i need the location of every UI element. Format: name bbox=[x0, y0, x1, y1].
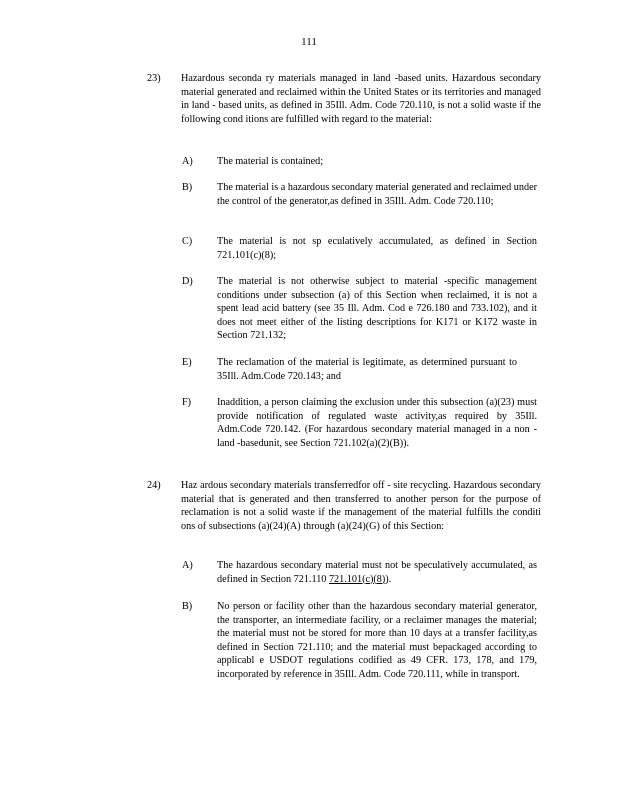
item-text: The material is not otherwise subject to material -specific management conditions under subsection (a) of this Section when reclaimed, it is not a spent lead acid battery (see 35 Ill. Adm. Cod e 726.180 and 733.102), and it does not meet either of the listing descriptions for K171 or K172 waste in Section 721.132; bbox=[217, 276, 537, 342]
item-number: E) bbox=[182, 357, 192, 368]
item-number: C) bbox=[182, 236, 193, 247]
item-text: Inaddition, a person claiming the exclusion under this subsection (a)(23) must provide notification of regulated waste activity,as required by 35Ill. Adm.Code 720.142. (For hazardous secondary material managed in a non - land -basedunit, see Section 721.102(a)(2)(B)). bbox=[217, 397, 537, 449]
item-number: F) bbox=[182, 397, 192, 408]
item-text: Haz ardous secondary materials transferredfor off - site recycling. Hazardous secondary material that is generated and then transferred to another person for the purpose of reclamation is not a solid waste if the management of the material fulfills the conditi ons of subsections (a)(24)(A) through (a)(24)(G) of this Section: bbox=[181, 480, 541, 532]
item-text-tail: ). bbox=[385, 573, 392, 585]
item-text: Hazardous seconda ry materials managed in land -based units. Hazardous secondary material generated and reclaimed within the United States or its territories and managed in land - based units, as defined in 35Ill. Adm. Code 720.110, is not a solid waste if the following cond itions are fulfilled with regard to the material: bbox=[181, 73, 541, 125]
item-number: B) bbox=[182, 182, 193, 193]
item-text bbox=[217, 559, 537, 586]
item-number: 23) bbox=[147, 73, 161, 84]
item-text: No person or facility other than the hazardous secondary material generator, the transporter, an intermediate facility, or a reclaimer manages the material; the material must not be stored for more than 10 days at a transfer facility,as defined in Section 721.110; and the material must bepackaged according to applicabl e USDOT regulations codified as 49 CFR. 173, 178, and 179, incorporated by reference in 35Ill. Adm. Code 720.111, while in transport. bbox=[217, 601, 537, 680]
paragraph-23 bbox=[147, 72, 547, 142]
item-text: The material is contained; bbox=[217, 156, 324, 167]
item-number: B) bbox=[182, 601, 193, 612]
item-number: A) bbox=[182, 560, 193, 571]
inserted-text: 721.101(c)(8) bbox=[328, 573, 386, 585]
page-number: 111 bbox=[301, 36, 317, 48]
item-number: D) bbox=[182, 276, 193, 287]
item-number: 24) bbox=[147, 480, 161, 491]
item-number: A) bbox=[182, 156, 193, 167]
item-text-body: The hazardous secondary material must not be speculatively accumulated, as defined in Section 721.110 bbox=[217, 560, 537, 585]
item-text: The material is a hazardous secondary material generated and reclaimed under the control of the generator,as defined in 35Ill. Adm. Code 720.110; bbox=[217, 182, 537, 207]
item-text: The material is not sp eculatively accumulated, as defined in Section 721.101(c)(8); bbox=[217, 236, 537, 261]
item-text: The reclamation of the material is legitimate, as determined pursuant to 35Ill. Adm.Code 720.143; and bbox=[217, 357, 517, 382]
